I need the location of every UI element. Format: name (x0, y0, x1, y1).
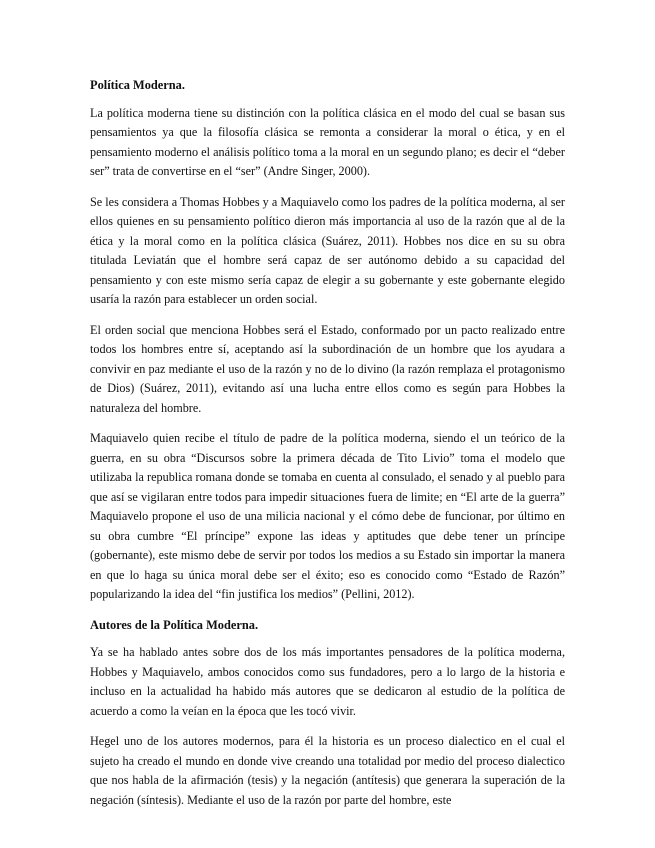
section-heading-autores: Autores de la Política Moderna. (90, 617, 259, 632)
paragraph-4: Maquiavelo quien recibe el título de padre de la política moderna, siendo el un teórico de la guerra, en su obra “Discursos sobre la primera década de Tito Livio” toma el modelo que utilizaba la republica romana donde se tomaba en cuenta al consulado, el senado y al pueblo para que así se vigilaran entre todos para impedir situaciones fuera de limite; en “El arte de la guerra” Maquiavelo propone el uso de una milicia nacional y el cómo debe de funcionar, por último en su obra cumbre “El príncipe” expone las ideas y aptitudes que debe tener un príncipe (gobernante), este mismo debe de servir por todos los medios a su Estado sin importar la manera en que lo haga su única moral debe ser el éxito; eso es conocido como “Estado de Razón” popularizando la idea del “fin justifica los medios” (Pellini, 2012). (90, 431, 565, 601)
paragraph-1: La política moderna tiene su distinción con la política clásica en el modo del cual se basan sus pensamientos ya que la filosofía clásica se remonta a considerar la moral o ética, y en el pensamiento moderno el análisis político toma a la moral en un segundo plano; es decir el “deber ser” trata de convertirse en el “ser” (Andre Singer, 2000). (90, 105, 565, 178)
paragraph-5: Ya se ha hablado antes sobre dos de los más importantes pensadores de la política moderna, Hobbes y Maquiavelo, ambos conocidos como sus fundadores, pero a lo largo de la historia e incluso en la actualidad ha habido más autores que se dedicaron al estudio de la política de acuerdo a como la veían en la época que les tocó vivir. (90, 645, 565, 718)
paragraph-6: Hegel uno de los autores modernos, para él la historia es un proceso dialectico en el cual el sujeto ha creado el mundo en donde vive creando una totalidad por medio del proceso dialectico que nos habla de la afirmación (tesis) y la negación (antítesis) que generara la superación de la negación (síntesis). Mediante el uso de la razón por parte del hombre, este (90, 734, 565, 807)
paragraph-2: Se les considera a Thomas Hobbes y a Maquiavelo como los padres de la política moderna, al ser ellos quienes en su pensamiento político dieron más importancia al uso de la razón que al de la ética y la moral como en la política clásica (Suárez, 2011). Hobbes nos dice en su su obra titulada Leviatán que el hombre será capaz de ser autónomo debido a su capacidad del pensamiento y con este mismo sería capaz de elegir a su gobernante y este gobernante elegido usaría la razón para establecer un orden social. (90, 194, 565, 306)
document-body (90, 76, 565, 821)
paragraph-3: El orden social que menciona Hobbes será el Estado, conformado por un pacto realizado entre todos los hombres entre sí, aceptando así la subordinación de un hombre que los ayudara a convivir en paz mediante el uso de la razón y no de lo divino (la razón remplaza el protagonismo de Dios) (Suárez, 2011), evitando así una lucha entre ellos como es según para Hobbes la naturaleza del hombre. (90, 322, 565, 415)
section-heading-politica-moderna: Política Moderna. (90, 78, 185, 92)
